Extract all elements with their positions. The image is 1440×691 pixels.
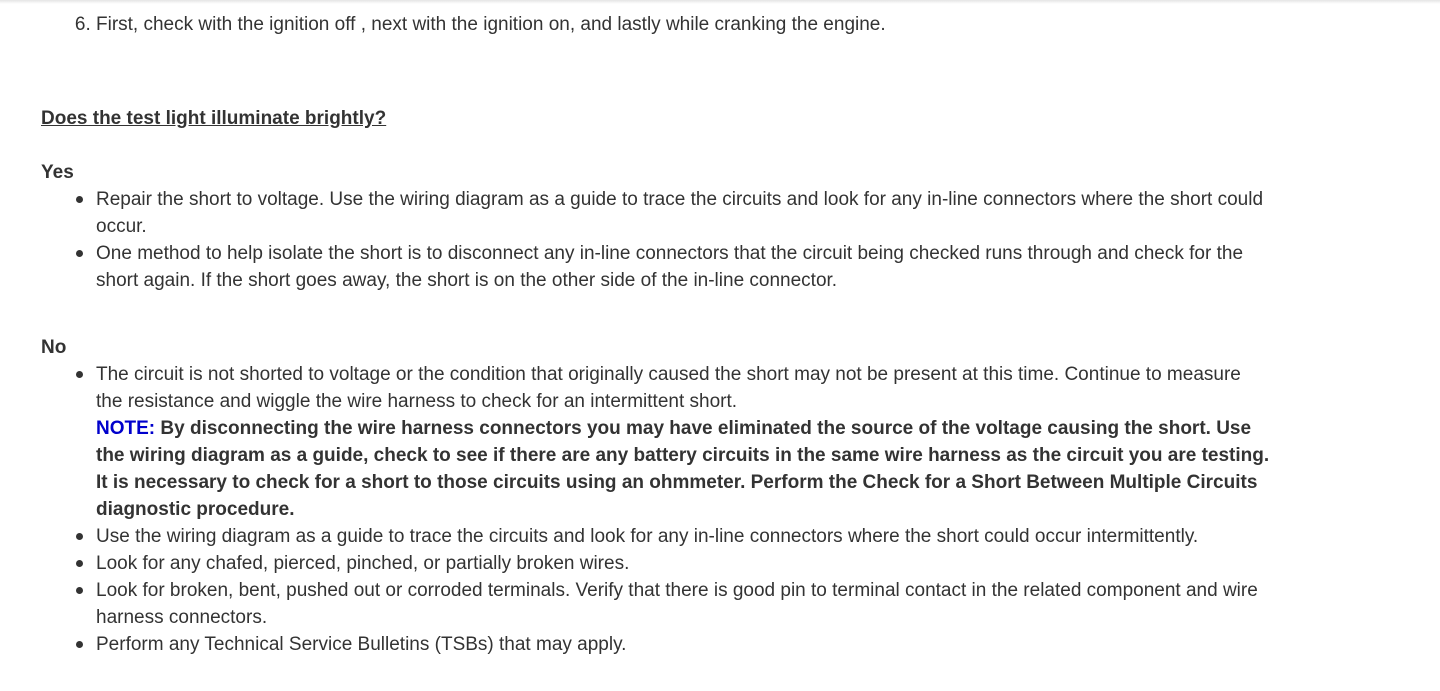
list-item bbox=[96, 240, 1271, 294]
bullet-icon bbox=[76, 533, 83, 540]
list-item-text: Repair the short to voltage. Use the wiring diagram as a guide to trace the circuits and look for any in-line connectors where the short could occur. bbox=[96, 189, 1264, 237]
list-item bbox=[96, 361, 1271, 523]
bullet-icon bbox=[76, 560, 83, 567]
list-item-text: Use the wiring diagram as a guide to trace the circuits and look for any in-line connectors where the short could occur intermittently. bbox=[96, 526, 1199, 547]
note-block bbox=[96, 415, 1271, 523]
list-item bbox=[96, 523, 1271, 550]
top-shadow bbox=[0, 0, 1440, 4]
bullet-icon bbox=[76, 250, 83, 257]
no-label: No bbox=[41, 337, 67, 358]
list-item bbox=[96, 577, 1271, 631]
bullet-icon bbox=[76, 641, 83, 648]
step-item: 6. First, check with the ignition off , next with the ignition on, and lastly while cranking the engine. bbox=[96, 11, 1271, 38]
step-list bbox=[41, 11, 1271, 38]
bullet-icon bbox=[76, 371, 83, 378]
list-item-text: Look for any chafed, pierced, pinched, or partially broken wires. bbox=[96, 553, 630, 574]
list-item-text: The circuit is not shorted to voltage or the condition that originally caused the short may not be present at this time. Continue to measure the resistance and wiggle the wire harness to check for an intermittent short. bbox=[96, 364, 1241, 412]
no-list bbox=[41, 361, 1271, 658]
list-item-text: Perform any Technical Service Bulletins (TSBs) that may apply. bbox=[96, 634, 627, 655]
list-item bbox=[96, 631, 1271, 658]
yes-list bbox=[41, 186, 1271, 294]
bullet-icon bbox=[76, 587, 83, 594]
list-item bbox=[96, 186, 1271, 240]
yes-label: Yes bbox=[41, 162, 74, 183]
note-text: By disconnecting the wire harness connectors you may have eliminated the source of the voltage causing the short. Use the wiring diagram as a guide, check to see if there are any battery circuits in the same wire harness as the circuit you are testing. It is necessary to check for a short to those circuits using an ohmmeter. Perform the Check for a Short Between Multiple Circuits diagnostic procedure. bbox=[96, 418, 1270, 520]
list-item-text: One method to help isolate the short is to disconnect any in-line connectors that the circuit being checked runs through and check for the short again. If the short goes away, the short is on the other side of the in-line connector. bbox=[96, 243, 1244, 291]
bullet-icon bbox=[76, 196, 83, 203]
list-item bbox=[96, 550, 1271, 577]
test-question: Does the test light illuminate brightly? bbox=[41, 108, 387, 129]
list-item-text: Look for broken, bent, pushed out or corroded terminals. Verify that there is good pin to terminal contact in the related component and wire harness connectors. bbox=[96, 580, 1258, 628]
note-label: NOTE: bbox=[96, 418, 156, 439]
document-content bbox=[41, 11, 1271, 658]
